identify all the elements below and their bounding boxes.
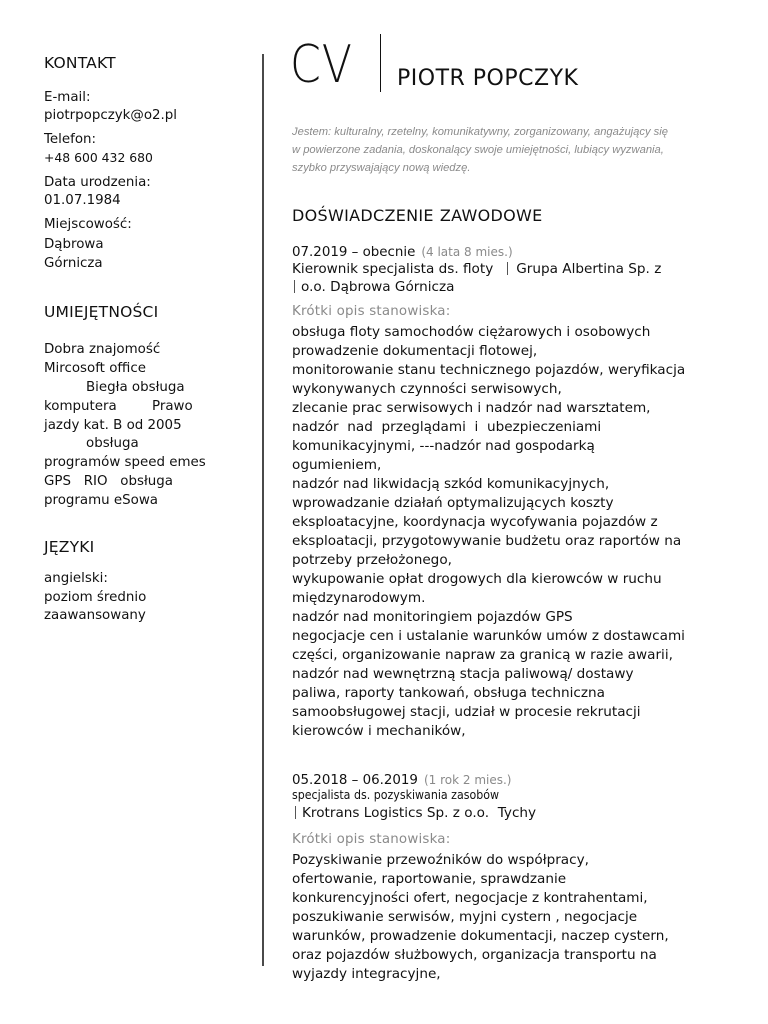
intro-line: Jestem: kulturalny, rzetelny, komunikatywny, zorganizowany, angażujący się [292, 126, 668, 138]
job-company: Krotrans Logistics Sp. z o.o. Tychy [302, 805, 537, 821]
job-description [292, 323, 732, 741]
experience-heading-word: ZAWODOWE [439, 206, 543, 225]
job-title: Kierownik specjalista ds. floty [292, 261, 494, 277]
city-line-2: Górnicza [44, 256, 103, 271]
skill-line: Mircosoft office [44, 361, 146, 376]
email-value: piotrpopczyk@o2.pl [44, 108, 178, 123]
desc-line: potrzeby przełożonego, [292, 552, 452, 568]
skill-line: Prawo [152, 399, 193, 414]
job-dates: 07.2019 – obecnie [292, 245, 416, 260]
intro-line: szybko przyswajający nową wiedzę. [292, 162, 471, 174]
desc-line: nadzór nad wewnętrzną stacja paliwową/ dostawy [292, 666, 634, 682]
title-separator [380, 34, 381, 92]
skill-line: obsługa [86, 436, 139, 451]
job-duration: (4 lata 8 mies.) [421, 245, 513, 259]
desc-line: monitorowanie stanu technicznego pojazdów, weryfikacja [292, 362, 686, 378]
desc-line: prowadzenie dokumentacji flotowej, [292, 343, 538, 359]
birth-label: Data urodzenia: [44, 175, 151, 190]
desc-line: Pozyskiwanie przewoźników do współpracy, [292, 852, 589, 868]
cv-title: CV [290, 35, 353, 95]
job-title: specjalista ds. pozyskiwania zasobów [292, 788, 500, 802]
birth-value: 01.07.1984 [44, 193, 121, 208]
desc-line: wykupowanie opłat drogowych dla kierowców w ruchu [292, 571, 662, 587]
desc-line: części, organizowanie napraw za granicą w razie awarii, [292, 647, 673, 663]
desc-line: eksploatacji, przygotowywanie budżetu oraz raportów na [292, 533, 682, 549]
desc-line: paliwa, raporty tankowań, obsługa techniczna [292, 685, 605, 701]
column-divider [262, 54, 264, 966]
job-description [292, 851, 732, 984]
desc-line: obsługa floty samochodów ciężarowych i osobowych [292, 324, 651, 340]
desc-line: zlecanie prac serwisowych i nadzór nad warsztatem, [292, 400, 651, 416]
city-label: Miejscowość: [44, 217, 132, 232]
desc-line: wyjazdy integracyjne, [292, 966, 441, 982]
job-desc-label: Krótki opis stanowiska: [292, 832, 451, 847]
desc-line: nadzór nad monitoringiem pojazdów GPS [292, 609, 573, 625]
desc-line: nadzór nad przeglądami i ubezpieczeniami [292, 419, 602, 435]
skill-line: Biegła obsługa [86, 380, 185, 395]
desc-line: ogumieniem, [292, 457, 382, 473]
skill-line: Dobra znajomość [44, 342, 161, 357]
job-dates: 05.2018 – 06.2019 [292, 773, 418, 788]
experience-heading-word: DOŚWIADCZENIE [292, 206, 434, 225]
job-duration: (1 rok 2 mies.) [423, 773, 512, 787]
phone-value: +48 600 432 680 [44, 150, 153, 165]
language-line: angielski: [44, 571, 108, 586]
job-company: Grupa Albertina Sp. z [516, 261, 662, 277]
job-company-cont: o.o. Dąbrowa Górnicza [301, 279, 455, 295]
skill-line: GPS RIO obsługa [44, 474, 173, 489]
experience-heading [292, 206, 549, 225]
desc-line: negocjacje cen i ustalanie warunków umów z dostawcami [292, 628, 685, 644]
phone-label: Telefon: [44, 132, 97, 147]
candidate-name: PIOTR POPCZYK [397, 66, 579, 91]
separator-bar [294, 280, 295, 293]
desc-line: poszukiwanie serwisów, myjni cystern , negocjacje [292, 909, 638, 925]
desc-line: warunków, prowadzenie dokumentacji, naczep cystern, [292, 928, 669, 944]
skill-line: jazdy kat. B od 2005 [44, 418, 182, 433]
contact-heading: KONTAKT [44, 54, 116, 72]
language-line: poziom średnio [44, 590, 147, 605]
languages-heading: JĘZYKI [44, 538, 95, 556]
city-line-1: Dąbrowa [44, 237, 104, 252]
email-label: E-mail: [44, 90, 91, 105]
desc-line: konkurencyjności ofert, negocjacje z kontrahentami, [292, 890, 648, 906]
separator-bar [295, 806, 296, 819]
intro-line: w powierzone zadania, doskonalący swoje umiejętności, lubiący wyzwania, [292, 144, 664, 156]
desc-line: ofertowanie, raportowanie, sprawdzanie [292, 871, 567, 887]
desc-line: nadzór nad likwidacją szkód komunikacyjnych, [292, 476, 610, 492]
job-desc-label: Krótki opis stanowiska: [292, 304, 451, 319]
desc-line: kierowców i mechaników, [292, 723, 466, 739]
skill-line: komputera [44, 399, 117, 414]
desc-line: komunikacyjnymi, ---nadzór nad gospodarką [292, 438, 595, 454]
language-line: zaawansowany [44, 608, 146, 623]
skills-heading: UMIEJĘTNOŚCI [44, 303, 159, 321]
desc-line: samoobsługowej stacji, udział w procesie rekrutacji [292, 704, 641, 720]
intro-text [292, 123, 722, 177]
desc-line: międzynarodowym. [292, 590, 426, 606]
skill-line: programu eSowa [44, 493, 158, 508]
skill-line: programów speed emes [44, 455, 206, 470]
desc-line: wprowadzanie działań optymalizujących koszty [292, 495, 614, 511]
desc-line: oraz pojazdów służbowych, organizacja transportu na [292, 947, 657, 963]
separator-bar [507, 262, 508, 275]
desc-line: wykonywanych czynności serwisowych, [292, 381, 562, 397]
desc-line: eksploatacyjne, koordynacja wycofywania pojazdów z [292, 514, 658, 530]
